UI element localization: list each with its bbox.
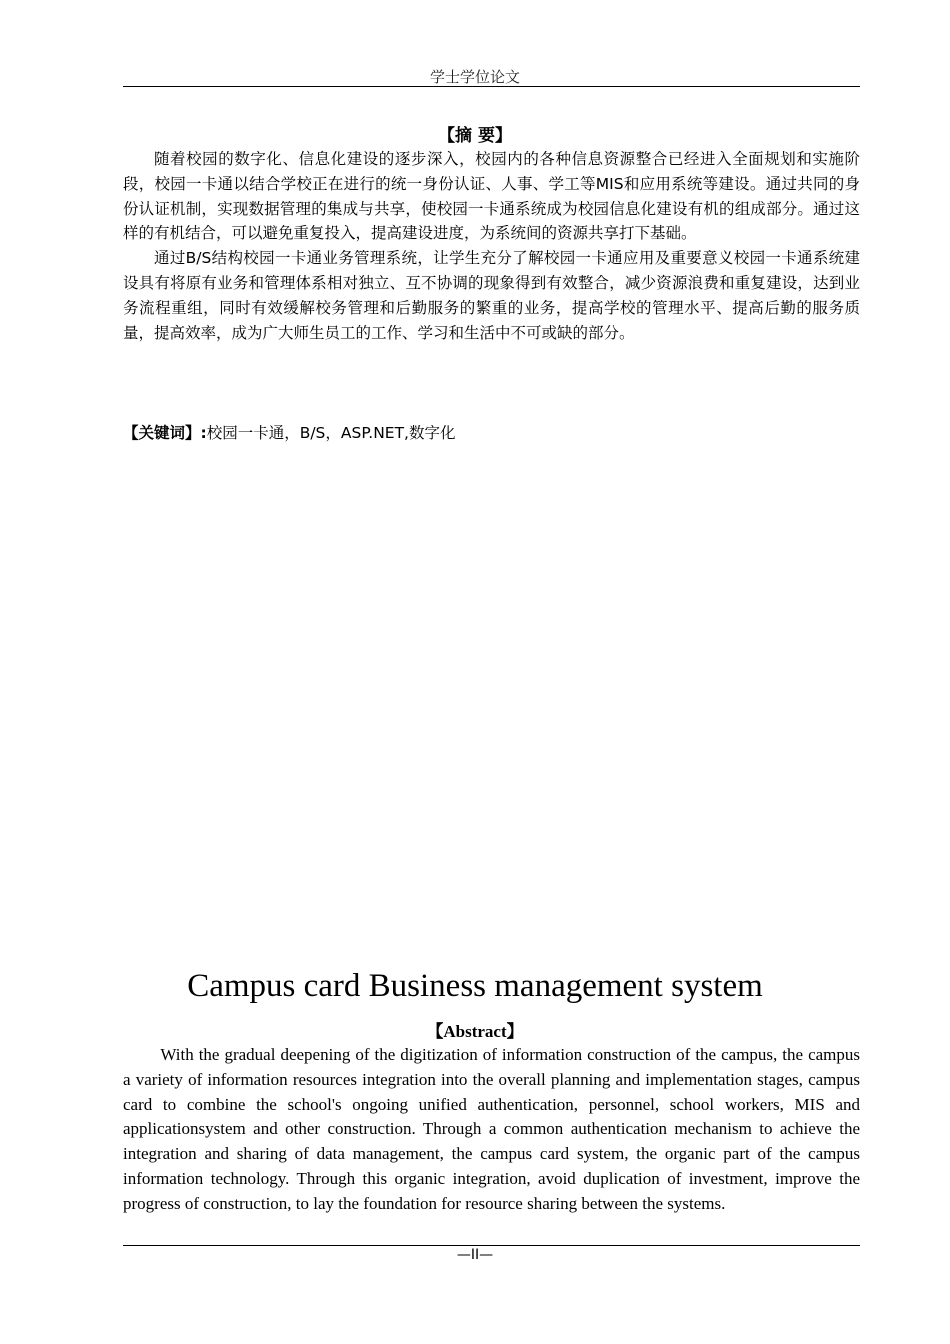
header-rule (123, 86, 860, 87)
english-title: Campus card Business management system (187, 968, 763, 1004)
chinese-abstract-body (123, 147, 860, 345)
page-number: —II— (456, 1247, 494, 1263)
footer-rule (123, 1245, 860, 1246)
chinese-keywords (123, 421, 860, 443)
english-abstract-body (123, 1043, 860, 1217)
chinese-abstract-heading: 【摘 要】 (438, 126, 512, 146)
keywords-text: 校园一卡通，B/S，ASP.NET,数字化 (206, 424, 456, 442)
chinese-abstract-paragraph-1: 随着校园的数字化、信息化建设的逐步深入，校园内的各种信息资源整合已经进入全面规划和实施阶段，校园一卡通以结合学校正在进行的统一身份认证、人事、学工等MIS和应用系统等建设。通过共同的身份认证机制，实现数据管理的集成与共享，使校园一卡通系统成为校园信息化建设有机的组成部分。通过这样的有机结合，可以避免重复投入，提高建设进度，为系统间的资源共享打下基础。 (123, 150, 860, 243)
keywords-label: 【关键词】: (123, 424, 207, 442)
running-header: 学士学位论文 (429, 68, 520, 86)
chinese-abstract-paragraph-2: 通过B/S结构校园一卡通业务管理系统，让学生充分了解校园一卡通应用及重要意义校园一卡通系统建设具有将原有业务和管理体系相对独立、互不协调的现象得到有效整合，减少资源浪费和重复建设，达到业务流程重组，同时有效缓解校务管理和后勤服务的繁重的业务，提高学校的管理水平、提高后勤的服务质量，提高效率，成为广大师生员工的工作、学习和生活中不可或缺的部分。 (123, 249, 860, 342)
english-abstract-heading: 【Abstract】 (426, 1022, 524, 1041)
english-abstract-paragraph: With the gradual deepening of the digitization of information construction of the campus, the campus a variety of information resources integration into the overall planning and implementation stages, campus card to combine the school's ongoing unified authentication, personnel, school workers, MIS and applicationsystem and other construction. Through a common authentication mechanism to achieve the integration and sharing of data management, the campus card system, the organic part of the campus information technology. Through this organic integration, avoid duplication of investment, improve the progress of construction, to lay the foundation for resource sharing between the systems. (123, 1045, 860, 1213)
